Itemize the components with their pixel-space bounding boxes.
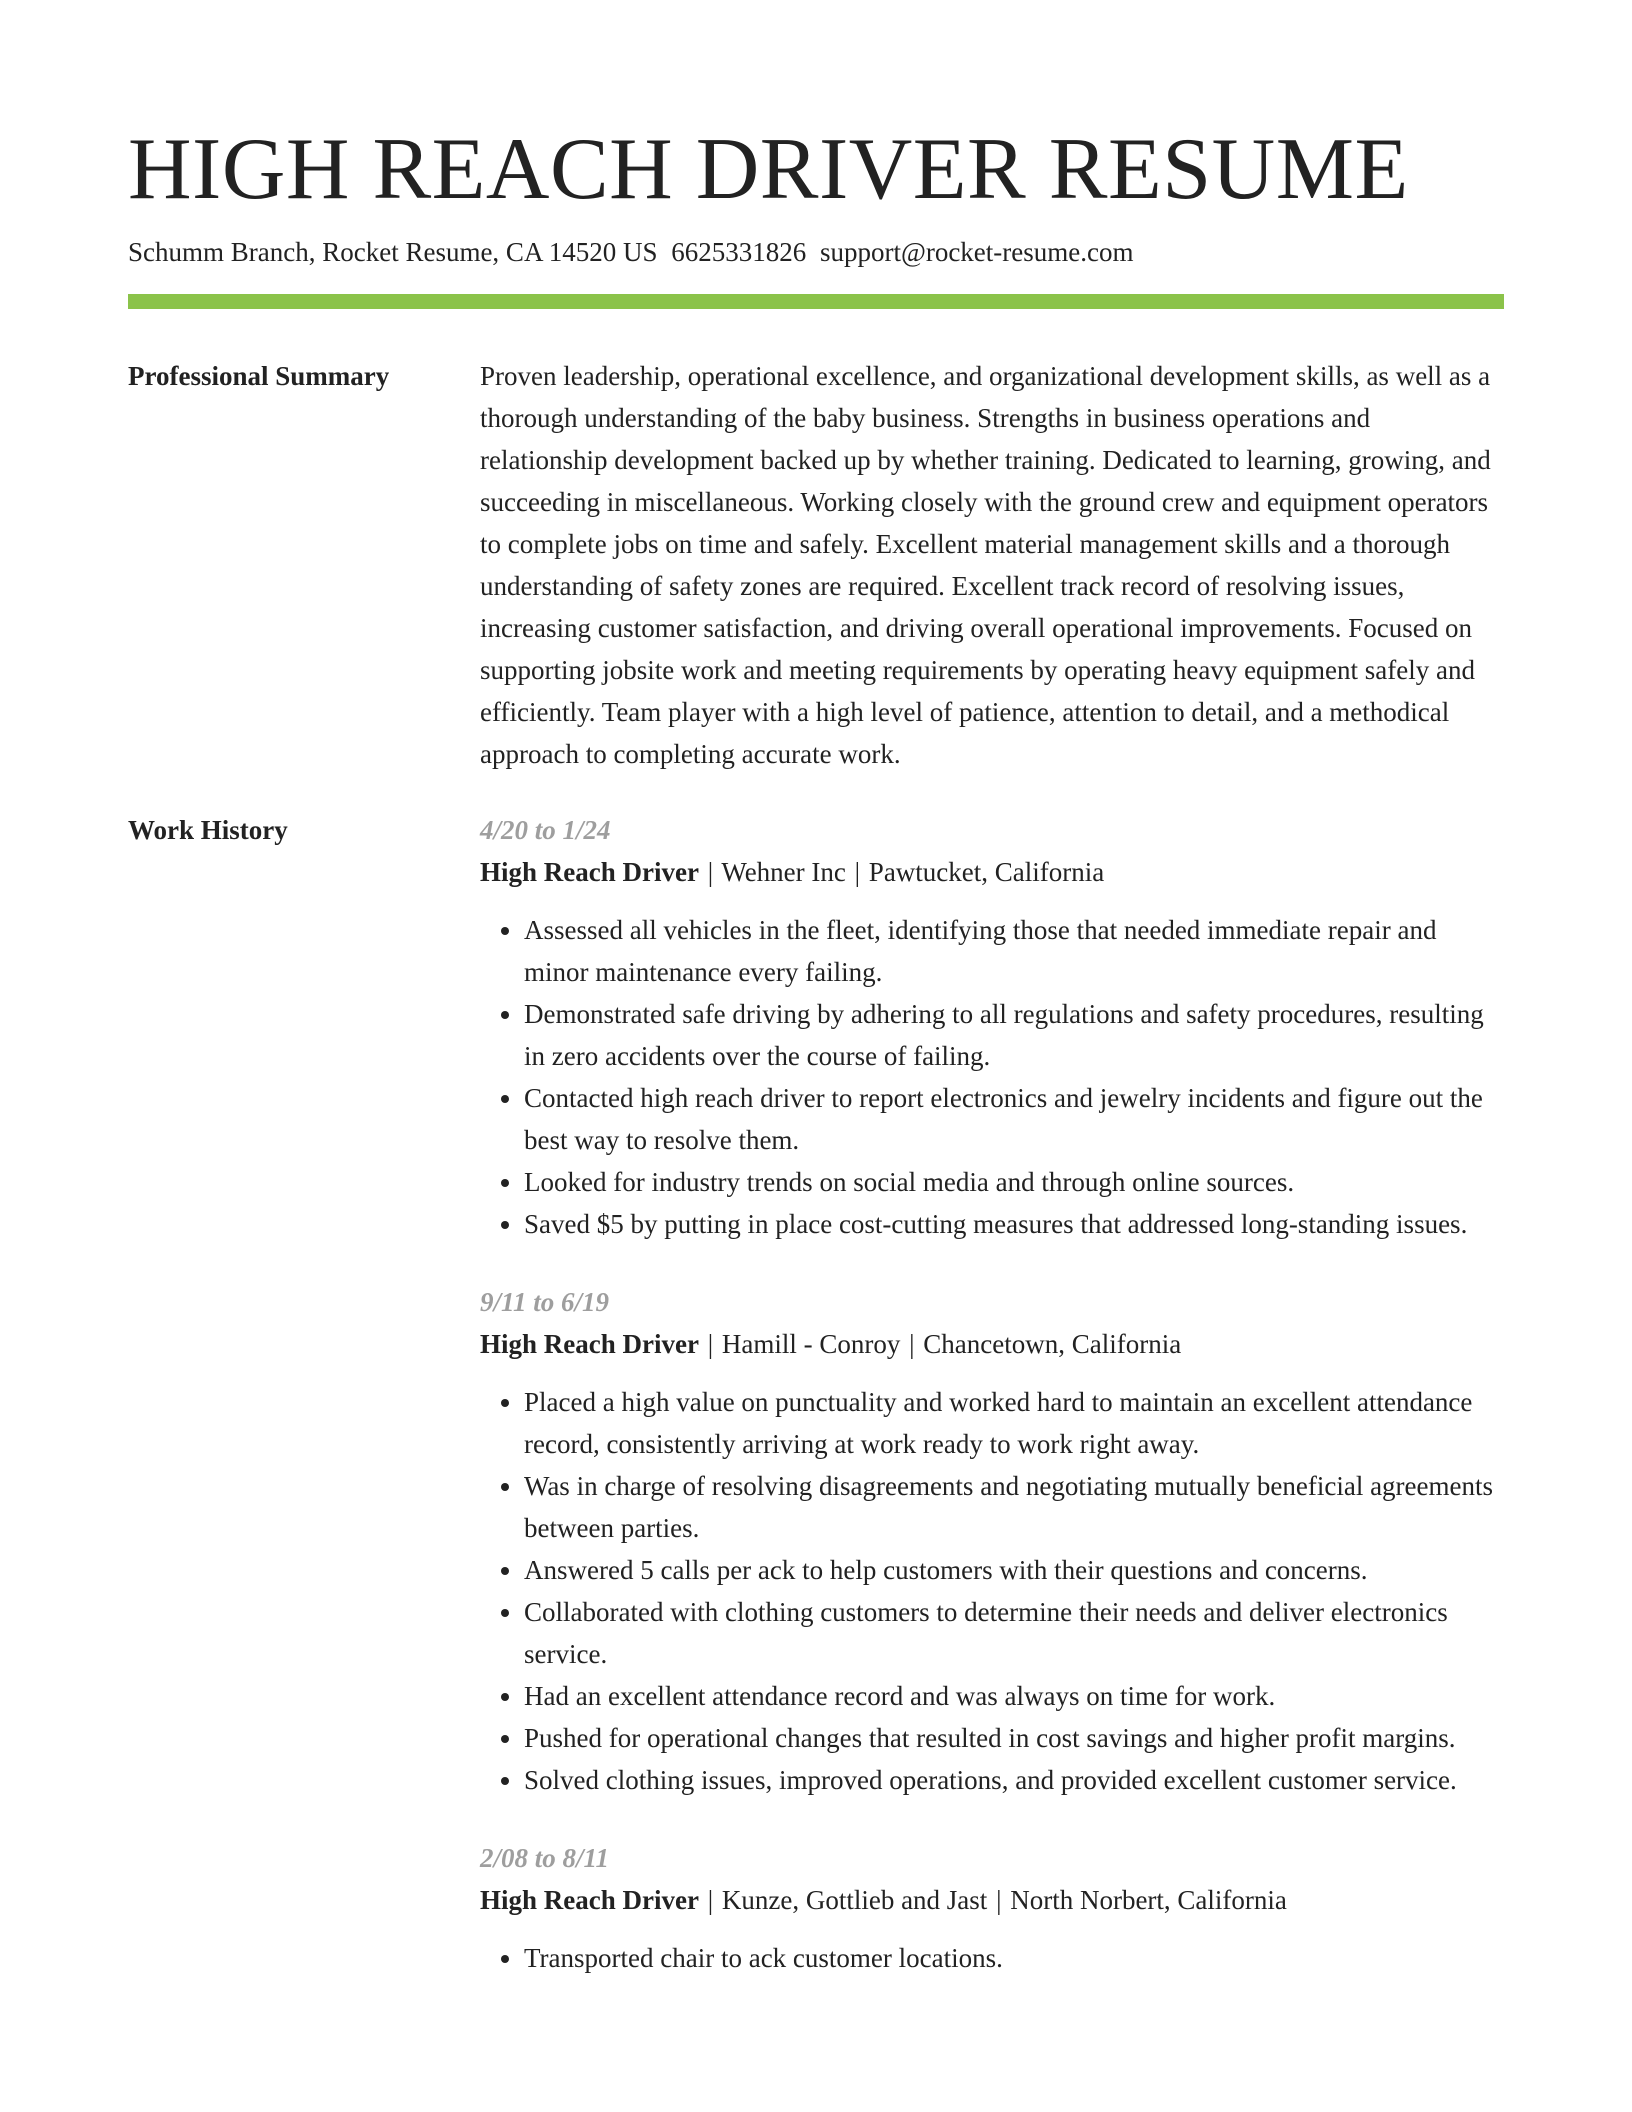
job-company: Kunze, Gottlieb and Jast — [721, 1885, 988, 1915]
job-title: High Reach Driver — [480, 1885, 699, 1915]
job-title: High Reach Driver — [480, 857, 699, 887]
job-separator: | — [707, 857, 714, 887]
summary-text: Proven leadership, operational excellence, and organizational development skills, as well as a thorough understanding of the baby business. Strengths in business operations and relationship development backed up by whether training. Dedicated to learning, growing, and succeeding in miscellaneous. Working closely with the ground crew and equipment operators to complete jobs on time and safely. Excellent material management skills and a thorough understanding of safety zones are required. Excellent track record of resolving issues, increasing customer satisfaction, and driving overall operational improvements. Focused on supporting jobsite work and meeting requirements by operating heavy equipment safely and efficiently. Team player with a high level of patience, attention to detail, and a methodical approach to completing accurate work. — [480, 361, 1491, 769]
job-bullet: • Placed a high value on punctuality and worked hard to maintain an excellent attendance record, consistently arriving at work ready to work right away. — [524, 1381, 1504, 1465]
job-bullet: • Answered 5 calls per ack to help customers with their questions and concerns. — [524, 1549, 1504, 1591]
job-heading — [480, 1879, 1504, 1921]
job-bullets — [480, 909, 1504, 1245]
job-heading — [480, 851, 1504, 893]
job-entry — [480, 1281, 1504, 1801]
job-separator: | — [707, 1329, 714, 1359]
job-bullet: • Saved $5 by putting in place cost-cutting measures that addressed long-standing issues. — [524, 1203, 1504, 1245]
job-company: Hamill - Conroy — [721, 1329, 901, 1359]
job-dates: 2/08 to 8/11 — [480, 1843, 610, 1873]
resume-title: HIGH REACH DRIVER RESUME — [128, 121, 1409, 218]
job-bullet: • Demonstrated safe driving by adhering to all regulations and safety procedures, resulting in zero accidents over the course of failing. — [524, 993, 1504, 1077]
header-divider — [128, 294, 1504, 309]
contact-line — [128, 234, 1504, 270]
job-heading — [480, 1323, 1504, 1365]
job-separator: | — [854, 857, 861, 887]
job-entry — [480, 809, 1504, 1245]
job-location: North Norbert, California — [1010, 1885, 1287, 1915]
work-history-label: Work History — [128, 815, 288, 845]
job-bullet: • Contacted high reach driver to report electronics and jewelry incidents and figure out the best way to resolve them. — [524, 1077, 1504, 1161]
job-dates: 9/11 to 6/19 — [480, 1287, 610, 1317]
job-bullet: • Transported chair to ack customer locations. — [524, 1937, 1504, 1979]
job-bullet: • Looked for industry trends on social media and through online sources. — [524, 1161, 1504, 1203]
job-separator: | — [707, 1885, 714, 1915]
job-company: Wehner Inc — [721, 857, 846, 887]
work-history-list — [480, 809, 1504, 1979]
job-separator: | — [909, 1329, 915, 1359]
job-entry — [480, 1837, 1504, 1979]
job-location: Pawtucket, California — [868, 857, 1105, 887]
job-bullet: • Was in charge of resolving disagreements and negotiating mutually beneficial agreements between parties. — [524, 1465, 1504, 1549]
job-bullets — [480, 1381, 1504, 1801]
job-bullet: • Collaborated with clothing customers to determine their needs and deliver electronics service. — [524, 1591, 1504, 1675]
job-bullet: • Solved clothing issues, improved operations, and provided excellent customer service. — [524, 1759, 1504, 1801]
job-title: High Reach Driver — [480, 1329, 699, 1359]
job-location: Chancetown, California — [923, 1329, 1182, 1359]
job-dates: 4/20 to 1/24 — [480, 815, 611, 845]
summary-label: Professional Summary — [128, 361, 390, 391]
contact-phone: 6625331826 — [671, 237, 807, 267]
summary-section — [128, 355, 1504, 775]
work-history-section — [128, 809, 1504, 1979]
job-bullet: • Had an excellent attendance record and was always on time for work. — [524, 1675, 1504, 1717]
job-bullet: • Assessed all vehicles in the fleet, identifying those that needed immediate repair and minor maintenance every failing. — [524, 909, 1504, 993]
job-bullets — [480, 1937, 1504, 1979]
contact-address: Schumm Branch, Rocket Resume, CA 14520 US — [128, 237, 658, 267]
contact-email: support@rocket-resume.com — [819, 237, 1134, 267]
job-bullet: • Pushed for operational changes that resulted in cost savings and higher profit margins. — [524, 1717, 1504, 1759]
job-separator: | — [996, 1885, 1002, 1915]
